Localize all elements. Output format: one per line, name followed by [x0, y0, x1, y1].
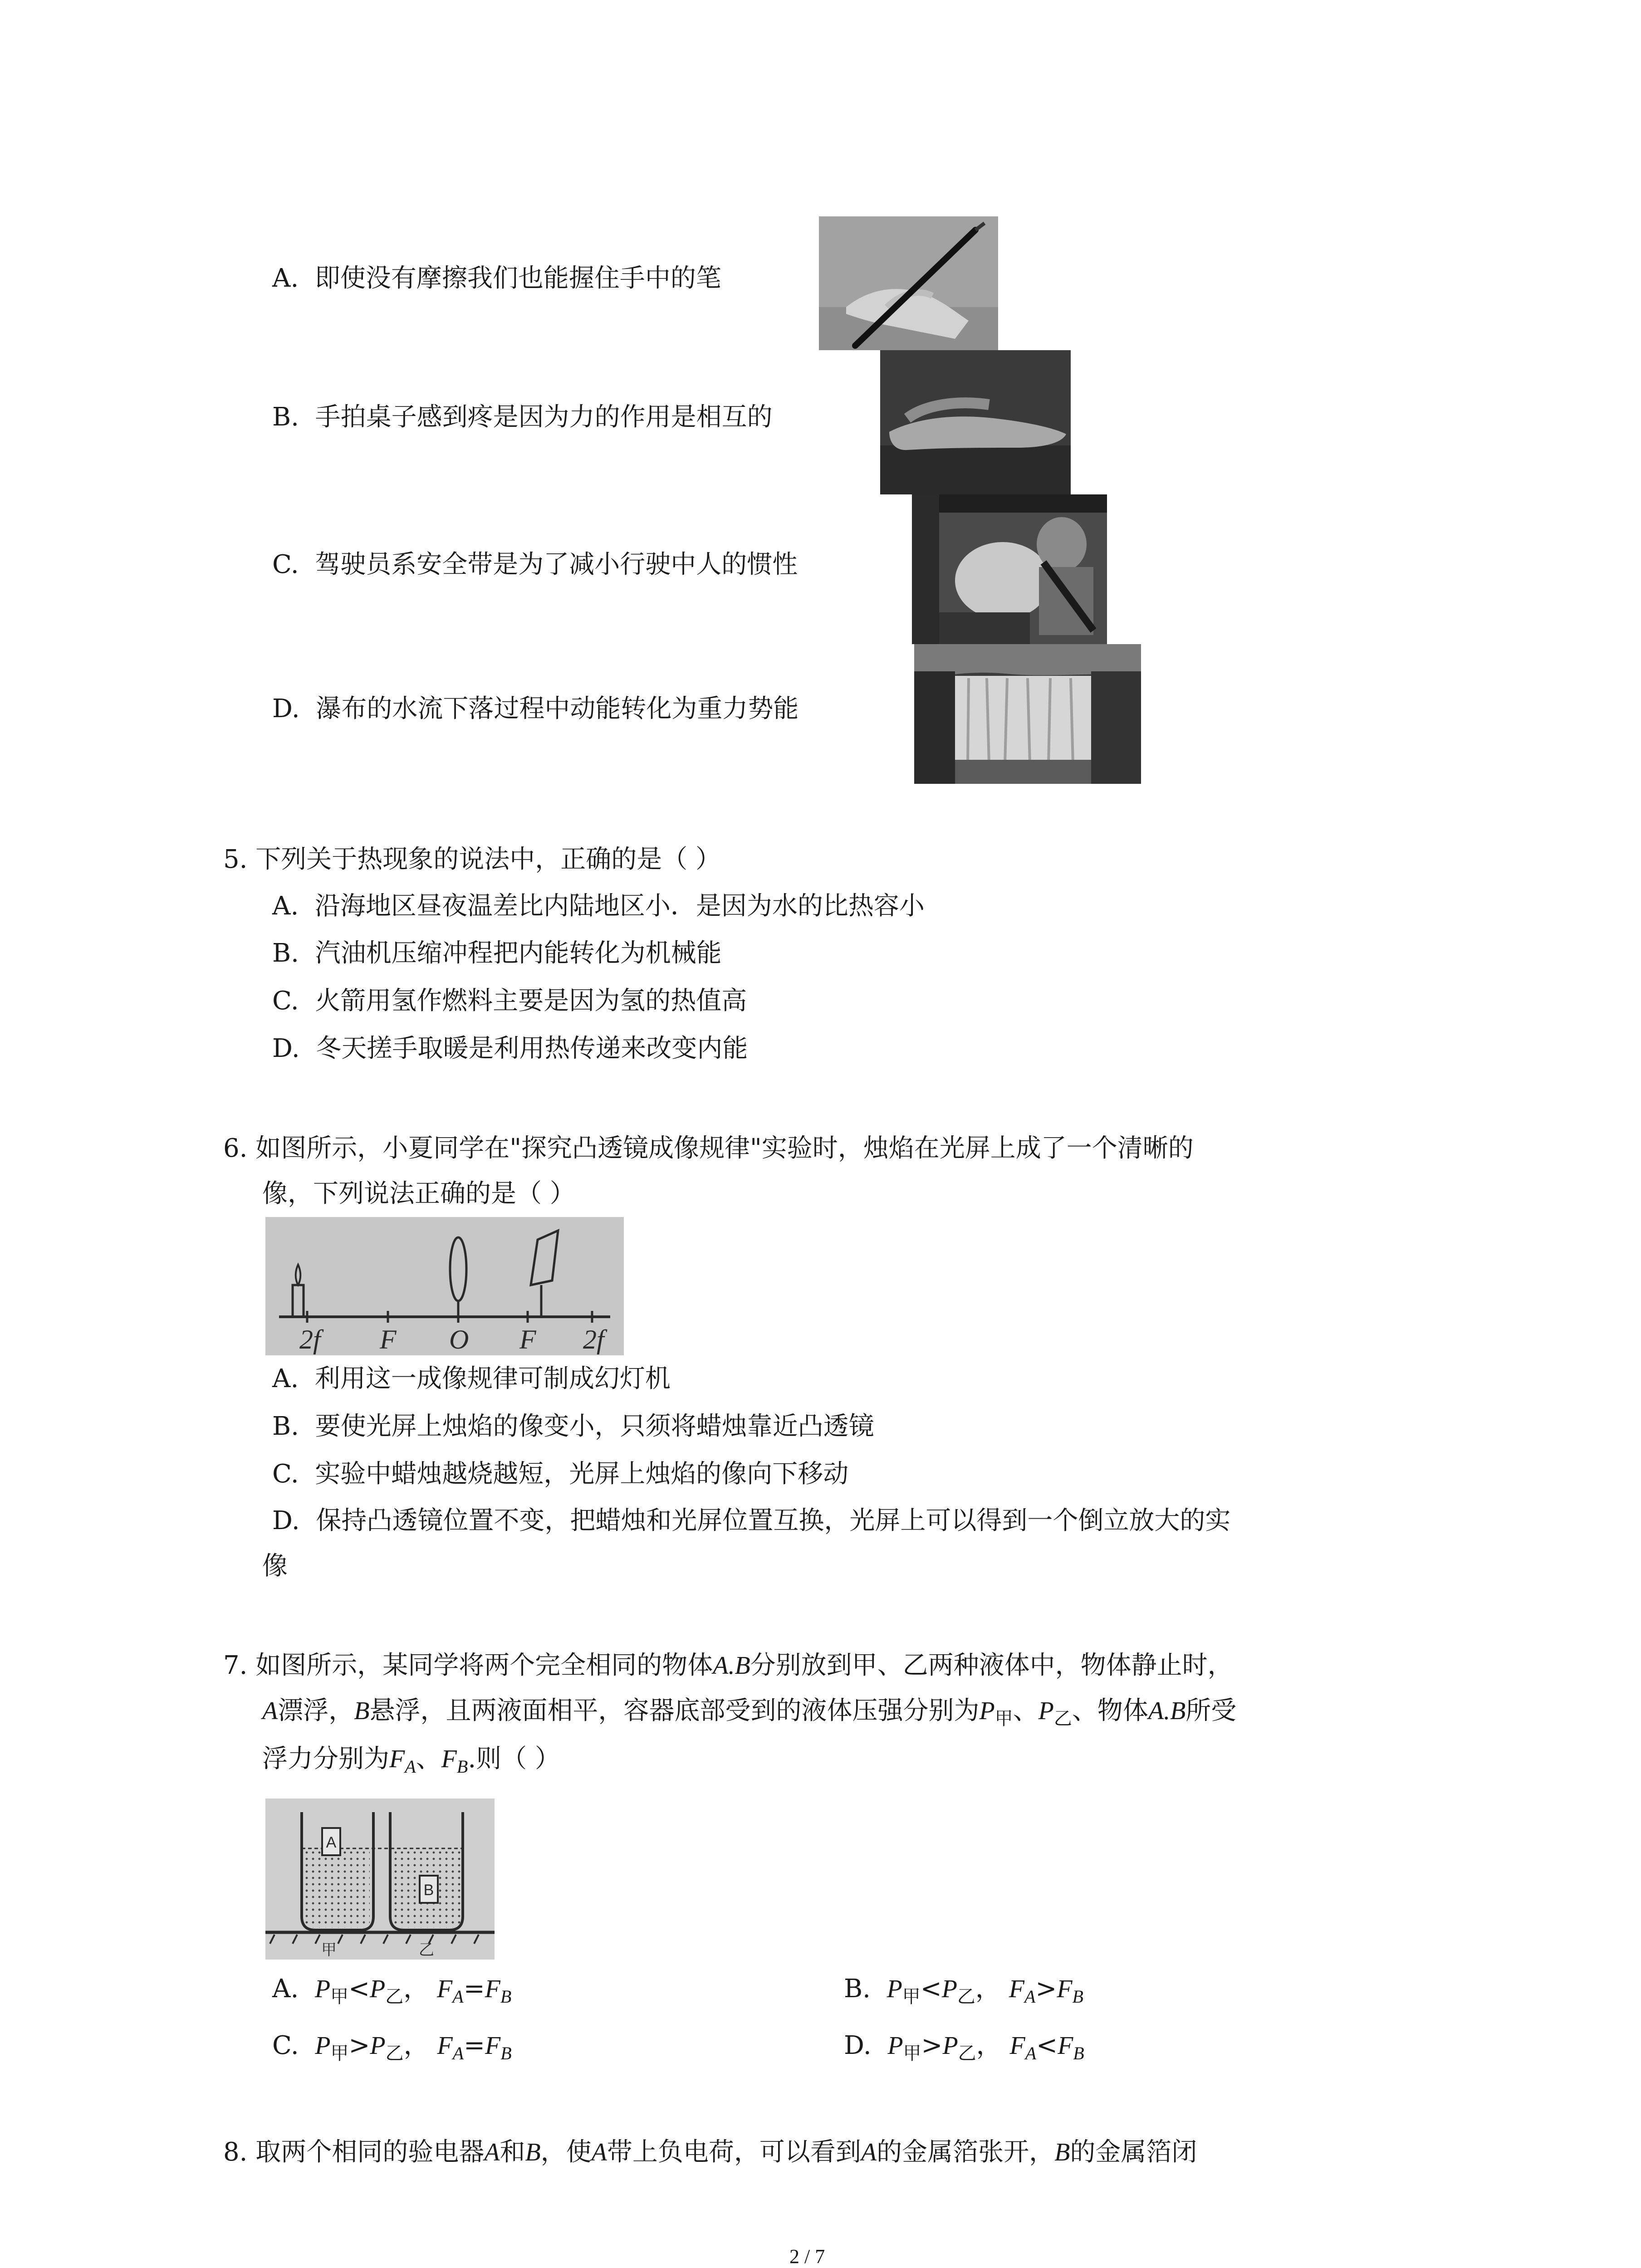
subscript: A — [1024, 1986, 1036, 2007]
q6-option-a — [272, 1361, 671, 1397]
math-p: P — [942, 2032, 958, 2060]
label-2f-left: 2f — [299, 1325, 321, 1354]
hand-slapping-table-photo — [880, 350, 1071, 494]
option-letter: B. — [844, 1974, 871, 2004]
math-f: F — [1009, 1975, 1024, 2003]
label-f-left: F — [380, 1325, 397, 1354]
math-f: F — [485, 2032, 501, 2060]
subscript: 甲 — [330, 2043, 349, 2064]
hand-holding-pen-photo — [819, 216, 998, 350]
option-text: 要使光屏上烛焰的像变小，只须将蜡烛靠近凸透镜 — [315, 1412, 874, 1441]
math-b: B — [1054, 2138, 1070, 2166]
option-letter: C. — [272, 2031, 299, 2060]
subscript: B — [500, 2043, 512, 2063]
math-p: P — [941, 1975, 957, 2003]
q6-stem-line1: 6. 如图所示，小夏同学在"探究凸透镜成像规律"实验时，烛焰在光屏上成了一个清晰的 — [223, 1134, 1194, 1163]
math-p: P — [979, 1697, 995, 1725]
math-a: A — [262, 1697, 278, 1725]
stem-text: 所受 — [1185, 1696, 1237, 1725]
stem-text: ，使 — [540, 2137, 592, 2167]
subscript: B — [500, 1986, 512, 2007]
q7-stem-line1 — [223, 1647, 1233, 1684]
option-letter: B. — [272, 402, 299, 432]
option-letter: D. — [844, 2031, 872, 2060]
subscript: 甲 — [330, 1986, 349, 2007]
math-p: P — [887, 2032, 903, 2060]
math-f: F — [437, 2032, 453, 2060]
q5-stem: 5. 下列关于热现象的说法中，正确的是（ ） — [223, 845, 721, 874]
subscript: A — [452, 1986, 464, 2007]
stem-text: 浮力分别为 — [262, 1744, 389, 1774]
option-text: 瀑布的水流下落过程中动能转化为重力势能 — [316, 694, 799, 723]
separator: ， — [976, 2031, 1002, 2060]
stem-text: 8. 取两个相同的验电器 — [223, 2137, 485, 2167]
q4-option-a — [272, 260, 721, 297]
math-a: A — [484, 2138, 500, 2166]
option-text: 即使没有摩擦我们也能握住手中的笔 — [314, 264, 721, 293]
relation: < — [920, 1974, 942, 2004]
object-a-label: A — [326, 1834, 337, 1851]
subscript: 乙 — [957, 1986, 975, 2007]
q7-option-a — [272, 1971, 511, 2015]
waterfall-photo — [914, 644, 1141, 784]
subscript: A — [1025, 2043, 1037, 2063]
option-letter: B. — [272, 1412, 299, 1441]
q7-option-b — [844, 1971, 1083, 2015]
separator: ， — [403, 1974, 429, 2004]
stem-text: 、 — [1013, 1696, 1038, 1725]
option-text: 手拍桌子感到疼是因为力的作用是相互的 — [315, 402, 773, 432]
q7-stem-line2 — [262, 1693, 1236, 1737]
subscript: B — [1072, 1986, 1083, 2007]
subscript: 甲 — [902, 1986, 921, 2007]
convex-lens-experiment-figure — [265, 1217, 624, 1355]
subscript-a: A — [405, 1756, 416, 1777]
q4-option-d — [272, 691, 798, 727]
option-letter: A. — [272, 1974, 299, 2004]
q6-stem-line2: 像，下列说法正确的是（ ） — [262, 1179, 575, 1208]
subscript: 乙 — [385, 2043, 404, 2064]
object-b-label: B — [423, 1882, 434, 1899]
option-letter: B. — [272, 938, 299, 968]
stem-text: 带上负电荷，可以看到 — [607, 2137, 861, 2167]
subscript: 甲 — [903, 2043, 921, 2064]
math-p: P — [314, 1975, 331, 2003]
page-number: 2 / 7 — [789, 2245, 825, 2268]
q5-option-a — [272, 888, 925, 924]
q4-option-b — [272, 399, 773, 435]
option-text: 实验中蜡烛越烧越短，光屏上烛焰的像向下移动 — [315, 1459, 849, 1489]
option-text: 冬天搓手取暖是利用热传递来改变内能 — [316, 1034, 748, 1063]
label-o: O — [449, 1325, 469, 1354]
stem-text: 的金属箔张开， — [877, 2137, 1055, 2167]
subscript: 乙 — [958, 2043, 976, 2064]
relation: = — [463, 1974, 485, 2004]
math-p: P — [315, 2032, 331, 2060]
subscript: A — [452, 2043, 464, 2063]
q5-option-d — [272, 1031, 748, 1067]
q6-option-b — [272, 1408, 874, 1445]
math-a: A — [861, 2138, 877, 2166]
math-a: A — [591, 2138, 607, 2166]
q5-option-b — [272, 935, 722, 972]
container-yi-label: 乙 — [419, 1941, 434, 1959]
stem-text: 分别放到甲、乙两种液体中，物体静止时， — [750, 1651, 1233, 1680]
subscript: B — [1073, 2043, 1084, 2063]
stem-text: 、物体 — [1072, 1696, 1148, 1725]
q5-option-c — [272, 983, 747, 1019]
q8-stem — [223, 2134, 1197, 2170]
option-text: 沿海地区昼夜温差比内陆地区小．是因为水的比热容小 — [314, 891, 925, 921]
separator: ， — [975, 1974, 1001, 2004]
stem-text: 悬浮，且两液面相平，容器底部受到的液体压强分别为 — [369, 1696, 980, 1725]
relation: > — [348, 2031, 370, 2060]
math-f: F — [437, 1975, 453, 2003]
stem-text: 7. 如图所示，某同学将两个完全相同的物体 — [223, 1651, 713, 1680]
option-letter: C. — [272, 986, 299, 1016]
q7-stem-line3 — [262, 1741, 560, 1785]
math-f: F — [485, 1975, 500, 2003]
math-ab: A.B — [713, 1652, 750, 1680]
option-letter: C. — [272, 550, 299, 579]
subscript-b: B — [456, 1756, 468, 1777]
q7-option-d — [844, 2028, 1084, 2072]
q6-option-c — [272, 1456, 848, 1492]
math-b: B — [525, 2138, 541, 2166]
math-b: B — [354, 1697, 370, 1725]
option-letter: A. — [272, 891, 299, 921]
relation: > — [921, 2031, 943, 2060]
stem-text: .则（ ） — [468, 1744, 560, 1774]
option-letter: A. — [272, 1364, 299, 1393]
subscript: 乙 — [385, 1986, 404, 2007]
math-f: F — [1009, 2032, 1025, 2060]
math-f: F — [441, 1745, 457, 1773]
stem-text: 和 — [500, 2137, 525, 2167]
math-p: P — [370, 1975, 386, 2003]
option-letter: D. — [272, 1034, 300, 1063]
stem-text: 、 — [416, 1744, 441, 1774]
option-letter: A. — [272, 264, 299, 293]
q4-option-c — [272, 547, 798, 583]
container-jia-label: 甲 — [321, 1941, 337, 1959]
relation: = — [464, 2031, 485, 2060]
q6-option-d-line2: 像 — [262, 1551, 288, 1581]
stem-text: 漂浮， — [278, 1696, 354, 1725]
math-p: P — [370, 2032, 386, 2060]
math-f: F — [1058, 2032, 1073, 2060]
q7-option-c — [272, 2028, 512, 2072]
math-ab: A.B — [1148, 1697, 1186, 1725]
driver-seatbelt-airbag-photo — [912, 494, 1107, 644]
separator: ， — [403, 2031, 429, 2060]
math-p: P — [887, 1975, 902, 2003]
relation: > — [1035, 1974, 1057, 2004]
option-letter: C. — [272, 1459, 299, 1489]
option-letter: D. — [272, 694, 300, 723]
subscript-jia: 甲 — [994, 1708, 1013, 1729]
option-text: 利用这一成像规律可制成幻灯机 — [314, 1364, 671, 1393]
floating-objects-containers-figure — [265, 1799, 495, 1960]
label-f-right: F — [519, 1325, 536, 1354]
option-text: 火箭用氢作燃料主要是因为氢的热值高 — [315, 986, 747, 1016]
relation: < — [1036, 2031, 1058, 2060]
label-2f-right: 2f — [583, 1325, 604, 1354]
subscript-yi: 乙 — [1053, 1708, 1072, 1729]
relation: < — [348, 1974, 370, 2004]
math-f: F — [1057, 1975, 1073, 2003]
option-letter: D. — [272, 1506, 300, 1535]
math-p: P — [1038, 1697, 1054, 1725]
option-text: 驾驶员系安全带是为了减小行驶中人的惯性 — [315, 550, 798, 579]
stem-text: 的金属箔闭 — [1070, 2137, 1197, 2167]
math-f: F — [389, 1745, 405, 1773]
option-text: 保持凸透镜位置不变，把蜡烛和光屏位置互换，光屏上可以得到一个倒立放大的实 — [316, 1506, 1231, 1535]
q6-option-d — [272, 1503, 1230, 1539]
option-text: 汽油机压缩冲程把内能转化为机械能 — [315, 938, 722, 968]
